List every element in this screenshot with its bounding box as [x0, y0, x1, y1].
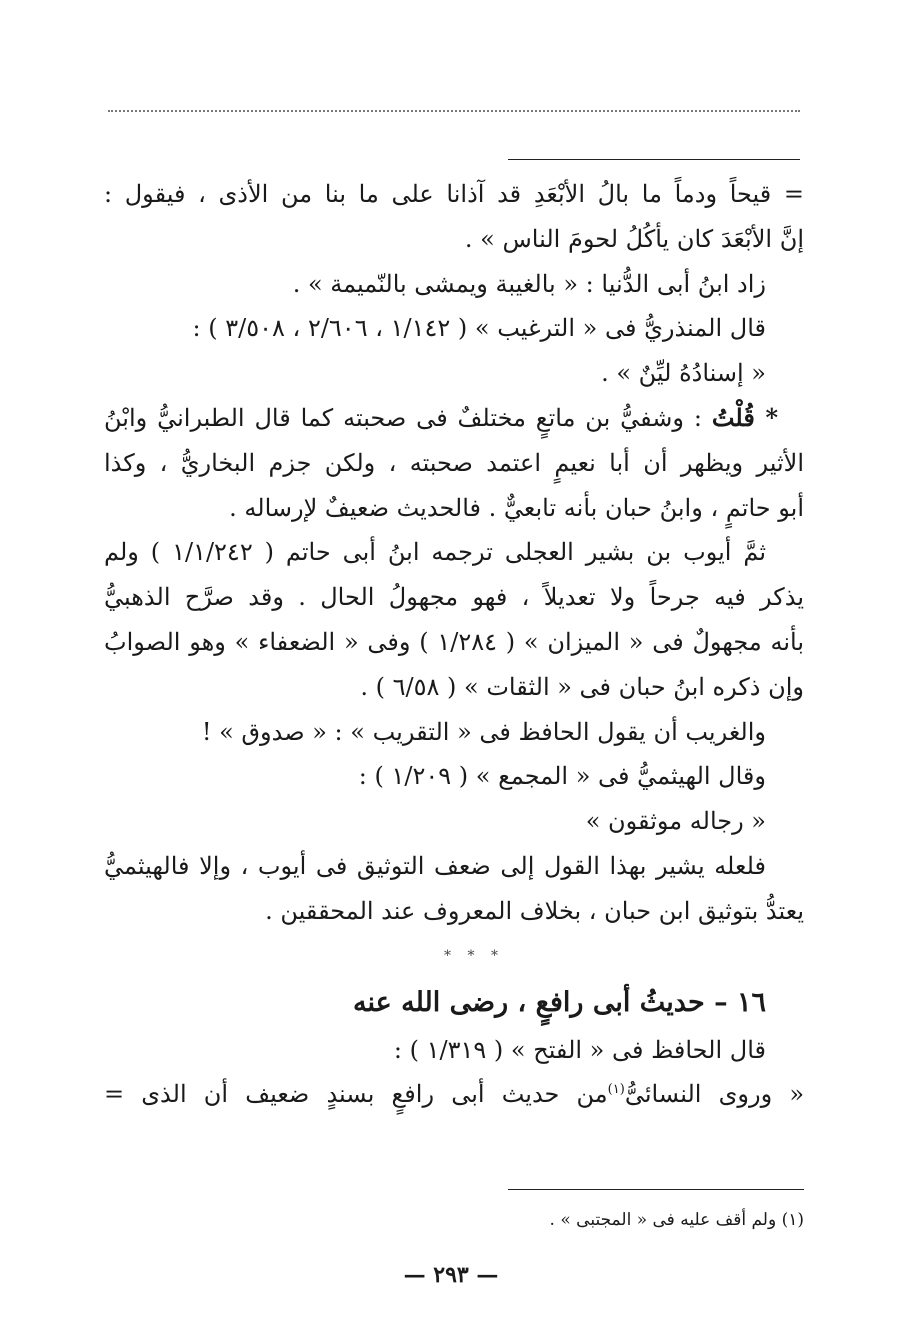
footnote-rule [508, 1189, 804, 1190]
text-line: أبو حاتمٍ ، وابنُ حبان بأنه تابعيٌّ . فالحديث ضعيفٌ لإرساله . [229, 493, 804, 522]
text-line [104, 396, 804, 441]
text-line: « إسنادُهُ ليِّنٌ » . [601, 359, 766, 388]
text-line: وقال الهيثميُّ فى « المجمع » ( ١/٢٠٩ ) : [358, 762, 766, 791]
qultu-marker: * قُلْتُ [711, 402, 778, 432]
text-line: يذكر فيه جرحاً ولا تعديلاً ، فهو مجهولُ الحال . وقد صرَّح الذهبيُّ [104, 583, 804, 612]
text-line: = قيحاً ودماً ما بالُ الأبْعَدِ قد آذانا على ما بنا من الأذى ، فيقول : [104, 180, 804, 208]
text-line: إنَّ الأبْعَدَ كان يأكُلُ لحومَ الناس » . [464, 224, 804, 253]
footnote: (١) ولم أقف عليه فى « المجتبى » . [549, 1210, 804, 1230]
continuation-rule [508, 159, 800, 160]
text-line: ثمَّ أيوب بن بشير العجلى ترجمه ابنُ أبى حاتم ( ١/١/٢٤٢ ) ولم [104, 538, 767, 567]
text-line: بأنه مجهولٌ فى « الميزان » ( ١/٢٨٤ ) وفى « الضعفاء » وهو الصوابُ [104, 627, 804, 656]
text-segment: : وشفيُّ بن ماتعٍ مختلفٌ فى صحبته كما قال الطبرانيُّ وابْنُ [104, 403, 702, 432]
text-segment: من حديث أبى رافعٍ بسندٍ ضعيف أن الذى = [104, 1080, 608, 1109]
text-line: قال المنذريُّ فى « الترغيب » ( ١/١٤٢ ، ٢/٦٠٦ ، ٣/٥٠٨ ) : [192, 314, 766, 343]
footnote-reference: (١) [607, 1082, 625, 1098]
body-text [104, 172, 804, 1117]
text-line [104, 1072, 804, 1117]
section-heading: ١٦ – حديثُ أبى رافعٍ ، رضى الله عنه [352, 986, 766, 1018]
section-separator: * * * [444, 947, 504, 964]
text-segment: « وروى النسائىُّ [624, 1080, 804, 1109]
text-line: يعتدُّ بتوثيق ابن حبان ، بخلاف المعروف عند المحققين . [265, 896, 804, 925]
page-number: — ٢٩٣ — [403, 1262, 499, 1288]
header-dotted-rule [108, 110, 800, 112]
text-line: زاد ابنُ أبى الدُّنيا : « بالغيبة ويمشى بالنّميمة » . [292, 269, 766, 298]
text-line: قال الحافظ فى « الفتح » ( ١/٣١٩ ) : [393, 1035, 766, 1064]
text-line: الأثير ويظهر أن أبا نعيمٍ اعتمد صحبته ، ولكن جزم البخاريُّ ، وكذا [104, 448, 804, 477]
text-line: « رجاله موثقون » [585, 807, 766, 836]
text-line: والغريب أن يقول الحافظ فى « التقريب » : « صدوق » ! [201, 717, 766, 746]
text-line: وإن ذكره ابنُ حبان فى « الثقات » ( ٦/٥٨ ) . [360, 672, 804, 701]
text-line: فلعله يشير بهذا القول إلى ضعف التوثيق فى أيوب ، وإلا فالهيثميُّ [104, 851, 767, 880]
